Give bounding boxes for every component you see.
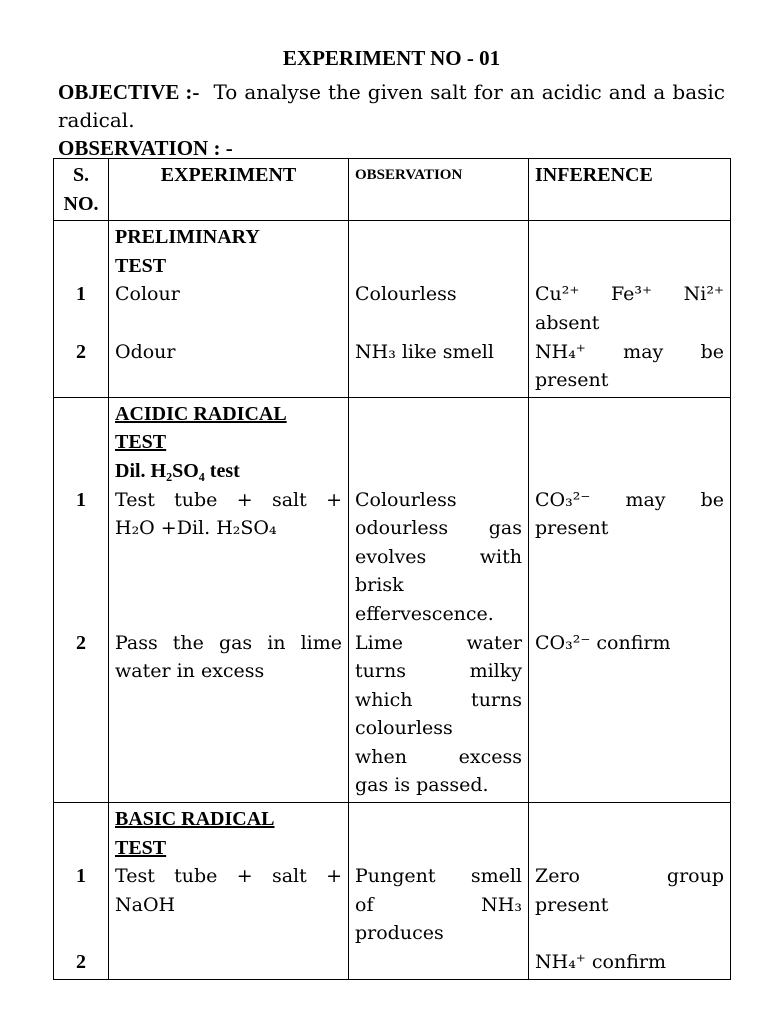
sno-cell [54, 397, 109, 802]
cell-text-line: 2 [76, 631, 86, 654]
section-heading: ACIDIC RADICAL [115, 402, 287, 425]
cell-text-line: Zero group [535, 865, 724, 888]
cell-text-line: absent [535, 311, 600, 334]
cell-text-line: brisk [355, 574, 404, 597]
cell-text-line: NH₄⁺ may be [535, 340, 724, 363]
cell-text-line: S. [72, 164, 90, 186]
experiment-cell [109, 221, 349, 398]
cell-text-line: H₂O +Dil. H₂SO₄ [115, 517, 277, 540]
cell-text-line: which turns [355, 688, 522, 711]
observation-table [53, 158, 731, 980]
cell-text-line: TEST [115, 431, 167, 454]
cell-text-line: effervescence. [355, 602, 494, 625]
observation-label: OBSERVATION : - [58, 136, 233, 160]
cell-text-line: NO. [63, 192, 99, 215]
section-heading: BASIC RADICAL [115, 808, 275, 831]
section-basic-radical [54, 803, 731, 980]
cell-text-line: TEST [115, 254, 167, 277]
cell-text-line: 1 [76, 283, 86, 306]
header-observation: OBSERVATION [349, 159, 529, 221]
cell-text-line: gas is passed. [355, 774, 489, 797]
experiment-cell [109, 397, 349, 802]
cell-text-line: 2 [76, 340, 86, 363]
cell-text-line: Cu²⁺ Fe³⁺ Ni²⁺ [535, 283, 724, 306]
cell-text-line: TEST [115, 836, 167, 859]
cell-text-line: CO₃²⁻ may be [535, 488, 724, 511]
objective-label: OBJECTIVE :- [58, 80, 200, 104]
cell-text-line: present [535, 517, 609, 540]
cell-text-line: when excess [355, 745, 522, 768]
cell-text-line: turns milky [355, 660, 522, 683]
cell-text-line: odourless gas [355, 517, 522, 540]
document-page [58, 44, 726, 974]
cell-text-line: Test tube + salt + [115, 488, 342, 511]
sub-heading: Dil. H₂SO₄ test [115, 459, 240, 482]
cell-text-line: NH₃ like smell [355, 340, 494, 363]
cell-text-line: Colourless [355, 488, 457, 511]
cell-text-line: CO₃²⁻ confirm [535, 631, 671, 654]
header-experiment: EXPERIMENT [109, 159, 349, 221]
inference-cell [529, 221, 731, 398]
cell-text-line: NaOH [115, 893, 176, 916]
header-sno [54, 159, 109, 221]
cell-text-line: Lime water [355, 631, 522, 654]
cell-text-line: 1 [76, 488, 86, 511]
observation-cell [349, 221, 529, 398]
page-title: EXPERIMENT NO - 01 [282, 46, 501, 70]
cell-text-line: 2 [76, 951, 86, 974]
cell-text-line: present [535, 369, 609, 392]
cell-text-line: 1 [76, 865, 86, 888]
sno-cell [54, 221, 109, 398]
cell-text-line: Test tube + salt + [115, 865, 342, 888]
cell-text-line: colourless [355, 717, 453, 740]
objective [58, 78, 725, 134]
cell-text-line: Odour [115, 340, 176, 363]
inference-cell [529, 803, 731, 980]
section-acidic-radical [54, 397, 731, 802]
objective-text: To analyse the given salt for an acidic and a basic radical. [58, 80, 726, 132]
section-heading: PRELIMINARY [115, 226, 260, 249]
sno-cell [54, 803, 109, 980]
cell-text-line: Colourless [355, 283, 457, 306]
cell-text-line: evolves with [355, 545, 522, 568]
cell-text-line: Pungent smell [355, 865, 522, 888]
cell-text-line: Colour [115, 283, 180, 306]
observation-cell [349, 803, 529, 980]
cell-text-line: NH₄⁺ confirm [535, 951, 666, 974]
section-preliminary [54, 221, 731, 398]
observation-cell [349, 397, 529, 802]
experiment-cell [109, 803, 349, 980]
inference-cell [529, 397, 731, 802]
cell-text-line: Pass the gas in lime [115, 631, 342, 654]
cell-text-line: present [535, 893, 609, 916]
table-header-row [54, 159, 731, 221]
cell-text-line: produces [355, 922, 444, 945]
header-inference: INFERENCE [529, 159, 731, 221]
cell-text-line: water in excess [115, 660, 265, 683]
cell-text-line: of NH₃ [355, 893, 522, 916]
